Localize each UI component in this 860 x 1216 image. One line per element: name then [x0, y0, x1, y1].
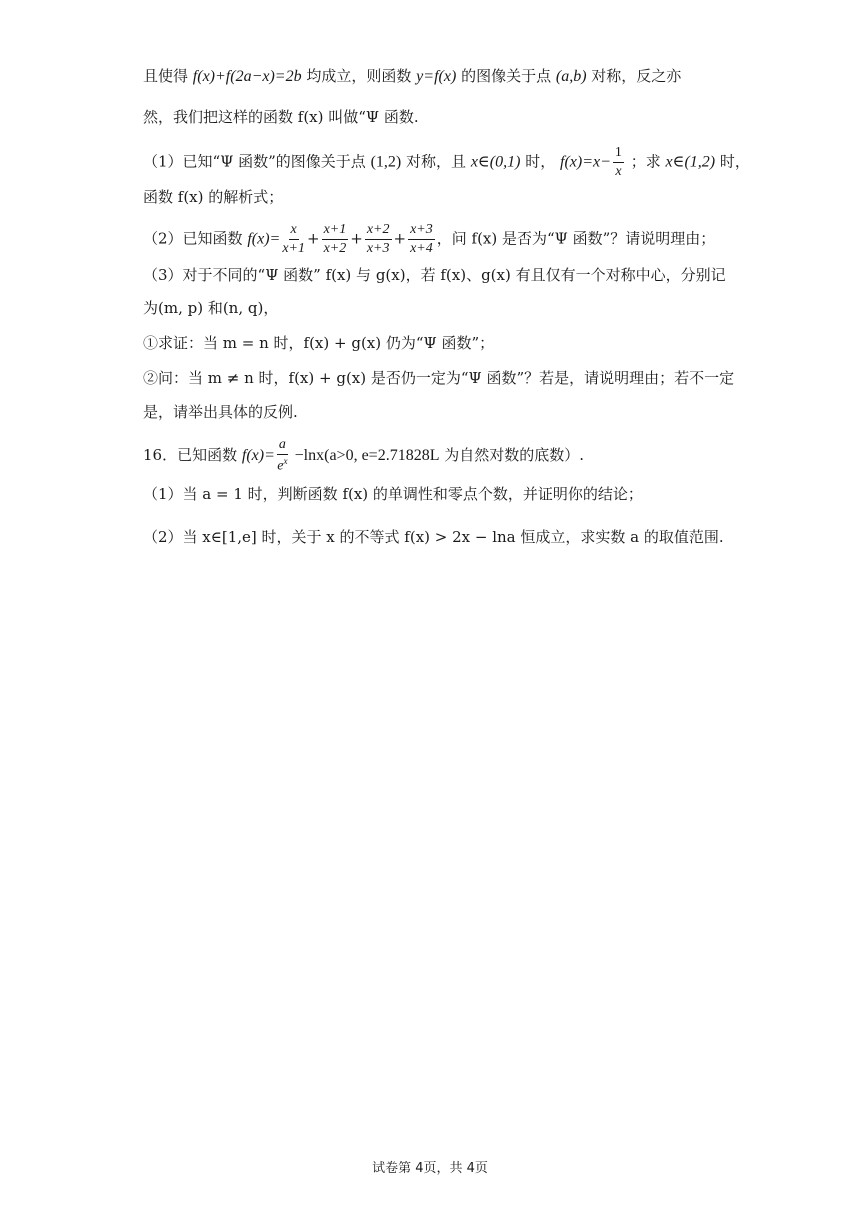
- text-segment: ，问 f(x) 是否为“Ψ 函数”？请说明理由；: [436, 229, 716, 248]
- q15-part3-sub1: ①求证：当 m = n 时，f(x) + g(x) 仍为“Ψ 函数”；: [143, 334, 495, 352]
- math-expression: y=f(x): [416, 68, 457, 85]
- text-segment: （1）已知“Ψ 函数”的图像关于点: [143, 152, 366, 171]
- q15-part3-line2: 为(m, p) 和(n, q)，: [143, 299, 279, 317]
- text-segment: 对称，且: [406, 152, 467, 171]
- fraction-numerator: 1: [613, 146, 624, 163]
- text-segment: ；求: [630, 152, 661, 171]
- q15-part3-sub2: ②问：当 m ≠ n 时，f(x) + g(x) 是否仍一定为“Ψ 函数”？若是，请说明理由；若不一定: [143, 369, 735, 387]
- text-segment: 时，: [719, 152, 750, 171]
- text-segment: 时，: [525, 152, 556, 171]
- text-segment: （2）已知函数: [143, 229, 243, 248]
- question-number: 16．已知函数: [143, 445, 238, 464]
- fraction-numerator: x+3: [408, 223, 435, 240]
- fraction-numerator: x+2: [365, 223, 392, 240]
- text-segment: 且使得: [143, 67, 189, 85]
- intro-line-2: 然，我们把这样的函数 f(x) 叫做“Ψ 函数.: [143, 108, 419, 126]
- fraction-numerator: x+1: [322, 223, 349, 240]
- exponent: x: [283, 456, 288, 466]
- math-expression: x∈(1,2): [665, 153, 716, 171]
- text-segment: 的图像关于点: [461, 67, 552, 85]
- q16-part2: （2）当 x∈[1,e] 时，关于 x 的不等式 f(x) > 2x − lna 恒成立，求实数 a 的取值范围.: [143, 528, 724, 546]
- text-segment: 均成立，则函数: [306, 67, 412, 85]
- fraction-denominator: x+1: [282, 241, 305, 256]
- math-expression: (a,b): [555, 68, 587, 85]
- fraction-numerator: a: [277, 438, 288, 455]
- math-expression: f(x)=: [241, 446, 275, 464]
- q16-part1: （1）当 a = 1 时，判断函数 f(x) 的单调性和零点个数，并证明你的结论；: [143, 485, 643, 503]
- q15-part3-line1: （3）对于不同的“Ψ 函数” f(x) 与 g(x)，若 f(x)、g(x) 有且仅有一个对称中心，分别记: [143, 266, 726, 284]
- fraction-denominator: x+2: [323, 241, 347, 256]
- intro-line-1: [143, 65, 681, 88]
- fraction-denominator: x: [615, 164, 622, 179]
- fraction: [282, 223, 305, 256]
- q15-part1-line1: [143, 146, 750, 179]
- fraction: [365, 223, 392, 256]
- math-expression: f(x)+f(2a−x)=2b: [192, 68, 302, 85]
- math-expression: (1,2): [370, 153, 402, 171]
- q15-part2: （2）已知函数 f(x)= $\frac{x}{x+1}$ + $\frac{x+1}{x+2}$ + $\frac{x+2}{x+3}$ + $\frac{x+3}{x+4}$ ，问 f(x) 是否为“Ψ 函数”？请说明理由；: [143, 222, 716, 256]
- text-segment: 为自然对数的底数）.: [439, 445, 585, 464]
- q15-part1-line2: 函数 f(x) 的解析式；: [143, 188, 284, 206]
- page-footer: 试卷第 4页，共 4页: [372, 1161, 488, 1176]
- math-expression: f(x)=x−: [560, 153, 611, 171]
- math-expression: x∈(0,1): [470, 153, 521, 171]
- math-expression: f(x)=: [247, 230, 281, 248]
- math-expression: −lnx(a>0, e=2.71828: [294, 446, 430, 464]
- fraction-numerator: x: [289, 223, 299, 240]
- fraction: [322, 223, 349, 256]
- fraction: [277, 438, 288, 474]
- fraction-denominator: e: [277, 458, 284, 474]
- ellipsis-glyph: L: [429, 446, 440, 464]
- fraction: [613, 146, 624, 179]
- fraction: [408, 223, 435, 256]
- q16-stem: [143, 438, 584, 474]
- fraction-denominator: x+4: [410, 241, 433, 256]
- text-segment: 对称，反之亦: [591, 67, 682, 85]
- fraction-denominator: x+3: [366, 241, 390, 256]
- q15-part3-sub2-cont: 是，请举出具体的反例.: [143, 403, 298, 421]
